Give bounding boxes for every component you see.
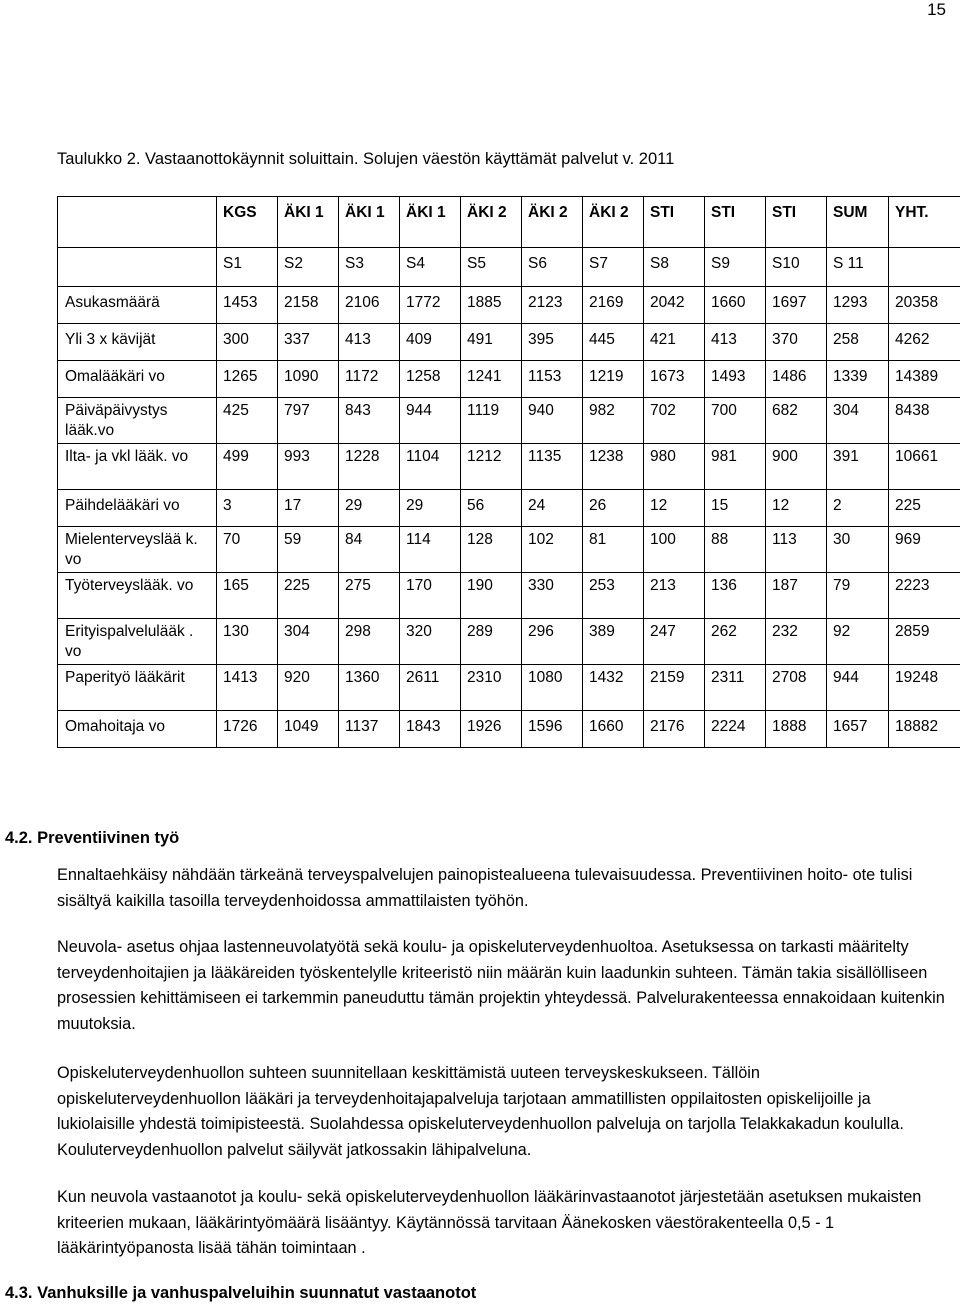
value-cell: 15 xyxy=(705,490,766,527)
section-heading-4-3: 4.3. Vanhuksille ja vanhuspalveluihin suunnatut vastaanotot xyxy=(5,1284,477,1302)
value-cell: 1258 xyxy=(400,361,461,398)
value-cell: 499 xyxy=(217,444,278,490)
value-cell: 1596 xyxy=(522,711,583,748)
value-cell: 2123 xyxy=(522,287,583,324)
value-cell: 1657 xyxy=(827,711,889,748)
header-group-cell: KGS xyxy=(217,197,278,248)
value-cell: 1241 xyxy=(461,361,522,398)
value-cell: 413 xyxy=(339,324,400,361)
value-cell: 1413 xyxy=(217,665,278,711)
header-cell: S5 xyxy=(461,248,522,287)
value-cell: 2042 xyxy=(644,287,705,324)
value-cell: 1153 xyxy=(522,361,583,398)
table-row xyxy=(58,287,960,324)
value-cell: 187 xyxy=(766,573,827,619)
table-caption: Taulukko 2. Vastaanottokäynnit soluittain. Solujen väestön käyttämät palvelut v. 2011 xyxy=(57,150,675,168)
value-cell: 1137 xyxy=(339,711,400,748)
value-cell: 1493 xyxy=(705,361,766,398)
header-group-cell: YHT. xyxy=(889,197,960,248)
page-number: 15 xyxy=(927,0,946,19)
value-cell: 24 xyxy=(522,490,583,527)
value-cell: 59 xyxy=(278,527,339,573)
header-cell: S 11 xyxy=(827,248,889,287)
value-cell: 982 xyxy=(583,398,644,444)
header-group-cell: ÄKI 2 xyxy=(461,197,522,248)
value-cell: 1772 xyxy=(400,287,461,324)
value-cell: 491 xyxy=(461,324,522,361)
value-cell: 940 xyxy=(522,398,583,444)
value-cell: 225 xyxy=(889,490,960,527)
corner-cell xyxy=(58,248,217,287)
visits-table-body xyxy=(58,197,960,748)
header-cell: S4 xyxy=(400,248,461,287)
table-row xyxy=(58,573,960,619)
value-cell: 1080 xyxy=(522,665,583,711)
value-cell: 100 xyxy=(644,527,705,573)
header-group-cell: STI xyxy=(705,197,766,248)
value-cell: 275 xyxy=(339,573,400,619)
row-label: Omahoitaja vo xyxy=(58,711,217,748)
visits-table xyxy=(57,196,960,748)
value-cell: 2223 xyxy=(889,573,960,619)
value-cell: 262 xyxy=(705,619,766,665)
header-cell: S3 xyxy=(339,248,400,287)
corner-cell xyxy=(58,197,217,248)
header-group-cell: ÄKI 2 xyxy=(522,197,583,248)
header-group-cell: SUM xyxy=(827,197,889,248)
row-label: Omalääkäri vo xyxy=(58,361,217,398)
value-cell: 1104 xyxy=(400,444,461,490)
value-cell: 1673 xyxy=(644,361,705,398)
value-cell: 413 xyxy=(705,324,766,361)
value-cell: 170 xyxy=(400,573,461,619)
value-cell: 330 xyxy=(522,573,583,619)
value-cell: 130 xyxy=(217,619,278,665)
value-cell: 391 xyxy=(827,444,889,490)
value-cell: 320 xyxy=(400,619,461,665)
value-cell: 1926 xyxy=(461,711,522,748)
value-cell: 1885 xyxy=(461,287,522,324)
value-cell: 2169 xyxy=(583,287,644,324)
row-label: Päiväpäivystys lääk.vo xyxy=(58,398,217,444)
value-cell: 797 xyxy=(278,398,339,444)
value-cell: 370 xyxy=(766,324,827,361)
value-cell: 1090 xyxy=(278,361,339,398)
table-row xyxy=(58,324,960,361)
value-cell: 56 xyxy=(461,490,522,527)
table-row xyxy=(58,665,960,711)
row-label: Paperityö lääkärit xyxy=(58,665,217,711)
value-cell: 84 xyxy=(339,527,400,573)
section-heading-4-2: 4.2. Preventiivinen työ xyxy=(5,829,180,847)
value-cell: 10661 xyxy=(889,444,960,490)
value-cell: 395 xyxy=(522,324,583,361)
header-group-cell: STI xyxy=(766,197,827,248)
value-cell: 213 xyxy=(644,573,705,619)
value-cell: 81 xyxy=(583,527,644,573)
value-cell: 1453 xyxy=(217,287,278,324)
value-cell: 421 xyxy=(644,324,705,361)
value-cell: 1119 xyxy=(461,398,522,444)
value-cell: 993 xyxy=(278,444,339,490)
table-row xyxy=(58,398,960,444)
value-cell: 1228 xyxy=(339,444,400,490)
value-cell: 1172 xyxy=(339,361,400,398)
row-label: Ilta- ja vkl lääk. vo xyxy=(58,444,217,490)
table-row xyxy=(58,619,960,665)
table-row xyxy=(58,711,960,748)
value-cell: 1432 xyxy=(583,665,644,711)
value-cell: 944 xyxy=(827,665,889,711)
row-label: Yli 3 x kävijät xyxy=(58,324,217,361)
paragraph-4: Kun neuvola vastaanotot ja koulu- sekä opiskeluterveydenhuollon lääkärinvastaanotot järjestetään asetuksen mukaisten kriteerien mukaan, lääkärintyömäärä lisääntyy. Käytännössä tarvitaan Äänekosken väestörakenteella 0,5 - 1 lääkärintyöpanosta lisää tähän toimintaan . xyxy=(57,1188,922,1257)
value-cell: 900 xyxy=(766,444,827,490)
paragraph-2: Neuvola- asetus ohjaa lastenneuvolatyötä sekä koulu- ja opiskeluterveydenhuoltoa. Asetuksessa on tarkasti määritelty terveydenhoitajien ja lääkäreiden työskentelylle kriteeristö niin määrän kuin laadunkin suhteen. Tämän takia sisällölliseen prosessien kehittämiseen ei tarkemmin paneuduttu tämän projektin yhteydessä. Palvelurakenteessa ennakoidaan kuitenkin muutoksia. xyxy=(57,938,945,1033)
value-cell: 2859 xyxy=(889,619,960,665)
value-cell: 1660 xyxy=(705,287,766,324)
header-cell: S2 xyxy=(278,248,339,287)
value-cell: 2158 xyxy=(278,287,339,324)
value-cell: 225 xyxy=(278,573,339,619)
header-group-cell: STI xyxy=(644,197,705,248)
value-cell: 18882 xyxy=(889,711,960,748)
value-cell: 2611 xyxy=(400,665,461,711)
value-cell: 445 xyxy=(583,324,644,361)
value-cell: 980 xyxy=(644,444,705,490)
value-cell: 165 xyxy=(217,573,278,619)
value-cell: 843 xyxy=(339,398,400,444)
header-cell: S7 xyxy=(583,248,644,287)
value-cell: 102 xyxy=(522,527,583,573)
value-cell: 2106 xyxy=(339,287,400,324)
row-label: Asukasmäärä xyxy=(58,287,217,324)
value-cell: 981 xyxy=(705,444,766,490)
value-cell: 26 xyxy=(583,490,644,527)
header-group-cell: ÄKI 1 xyxy=(400,197,461,248)
value-cell: 409 xyxy=(400,324,461,361)
value-cell: 4262 xyxy=(889,324,960,361)
row-label: Päihdelääkäri vo xyxy=(58,490,217,527)
value-cell: 20358 xyxy=(889,287,960,324)
value-cell: 1360 xyxy=(339,665,400,711)
value-cell: 30 xyxy=(827,527,889,573)
value-cell: 700 xyxy=(705,398,766,444)
value-cell: 425 xyxy=(217,398,278,444)
value-cell: 296 xyxy=(522,619,583,665)
header-cell: S1 xyxy=(217,248,278,287)
header-cell xyxy=(889,248,960,287)
value-cell: 128 xyxy=(461,527,522,573)
value-cell: 247 xyxy=(644,619,705,665)
row-label: Työterveyslääk. vo xyxy=(58,573,217,619)
table-row xyxy=(58,527,960,573)
value-cell: 1339 xyxy=(827,361,889,398)
value-cell: 2159 xyxy=(644,665,705,711)
value-cell: 920 xyxy=(278,665,339,711)
value-cell: 258 xyxy=(827,324,889,361)
value-cell: 1293 xyxy=(827,287,889,324)
row-label: Mielenterveyslää k. vo xyxy=(58,527,217,573)
value-cell: 79 xyxy=(827,573,889,619)
header-group-cell: ÄKI 1 xyxy=(278,197,339,248)
value-cell: 88 xyxy=(705,527,766,573)
value-cell: 702 xyxy=(644,398,705,444)
value-cell: 969 xyxy=(889,527,960,573)
value-cell: 682 xyxy=(766,398,827,444)
value-cell: 2 xyxy=(827,490,889,527)
value-cell: 1486 xyxy=(766,361,827,398)
value-cell: 304 xyxy=(278,619,339,665)
table-row xyxy=(58,444,960,490)
value-cell: 389 xyxy=(583,619,644,665)
value-cell: 3 xyxy=(217,490,278,527)
value-cell: 29 xyxy=(400,490,461,527)
value-cell: 2176 xyxy=(644,711,705,748)
value-cell: 1238 xyxy=(583,444,644,490)
value-cell: 12 xyxy=(644,490,705,527)
value-cell: 92 xyxy=(827,619,889,665)
value-cell: 1265 xyxy=(217,361,278,398)
table-row xyxy=(58,490,960,527)
value-cell: 1843 xyxy=(400,711,461,748)
header-cell: S6 xyxy=(522,248,583,287)
value-cell: 19248 xyxy=(889,665,960,711)
value-cell: 29 xyxy=(339,490,400,527)
header-cell: S10 xyxy=(766,248,827,287)
value-cell: 1888 xyxy=(766,711,827,748)
value-cell: 232 xyxy=(766,619,827,665)
value-cell: 17 xyxy=(278,490,339,527)
value-cell: 1049 xyxy=(278,711,339,748)
value-cell: 190 xyxy=(461,573,522,619)
value-cell: 70 xyxy=(217,527,278,573)
value-cell: 1726 xyxy=(217,711,278,748)
value-cell: 337 xyxy=(278,324,339,361)
header-row-groups xyxy=(58,197,960,248)
value-cell: 1697 xyxy=(766,287,827,324)
value-cell: 298 xyxy=(339,619,400,665)
paragraph-3: Opiskeluterveydenhuollon suhteen suunnitellaan keskittämistä uuteen terveyskeskukseen. Tällöin opiskeluterveydenhuollon lääkäri ja terveydenhoitajapalveluja tarjotaan ammatillisten oppilaitosten opiskelijoille ja lukiolaisille yhdestä toimipisteestä. Suolahdessa opiskeluterveydenhuollon palveluja on tarjolla Telakkakadun koululla. Kouluterveydenhuollon palvelut säilyvät jatkossakin lähipalveluna. xyxy=(57,1064,904,1159)
value-cell: 289 xyxy=(461,619,522,665)
header-cell: S9 xyxy=(705,248,766,287)
header-cell: S8 xyxy=(644,248,705,287)
value-cell: 113 xyxy=(766,527,827,573)
value-cell: 1135 xyxy=(522,444,583,490)
value-cell: 944 xyxy=(400,398,461,444)
header-row-cells xyxy=(58,248,960,287)
value-cell: 2310 xyxy=(461,665,522,711)
value-cell: 300 xyxy=(217,324,278,361)
value-cell: 14389 xyxy=(889,361,960,398)
value-cell: 12 xyxy=(766,490,827,527)
value-cell: 2708 xyxy=(766,665,827,711)
value-cell: 8438 xyxy=(889,398,960,444)
value-cell: 136 xyxy=(705,573,766,619)
value-cell: 1219 xyxy=(583,361,644,398)
value-cell: 253 xyxy=(583,573,644,619)
header-group-cell: ÄKI 1 xyxy=(339,197,400,248)
value-cell: 2224 xyxy=(705,711,766,748)
paragraph-1: Ennaltaehkäisy nähdään tärkeänä terveyspalvelujen painopistealueena tulevaisuudessa. Preventiivinen hoito- ote tulisi sisältyä kaikilla tasoilla terveydenhoidossa ammattilaisten työhön. xyxy=(57,866,913,910)
value-cell: 2311 xyxy=(705,665,766,711)
value-cell: 1660 xyxy=(583,711,644,748)
row-label: Erityispalvelulääk . vo xyxy=(58,619,217,665)
header-group-cell: ÄKI 2 xyxy=(583,197,644,248)
value-cell: 114 xyxy=(400,527,461,573)
table-row xyxy=(58,361,960,398)
value-cell: 1212 xyxy=(461,444,522,490)
value-cell: 304 xyxy=(827,398,889,444)
